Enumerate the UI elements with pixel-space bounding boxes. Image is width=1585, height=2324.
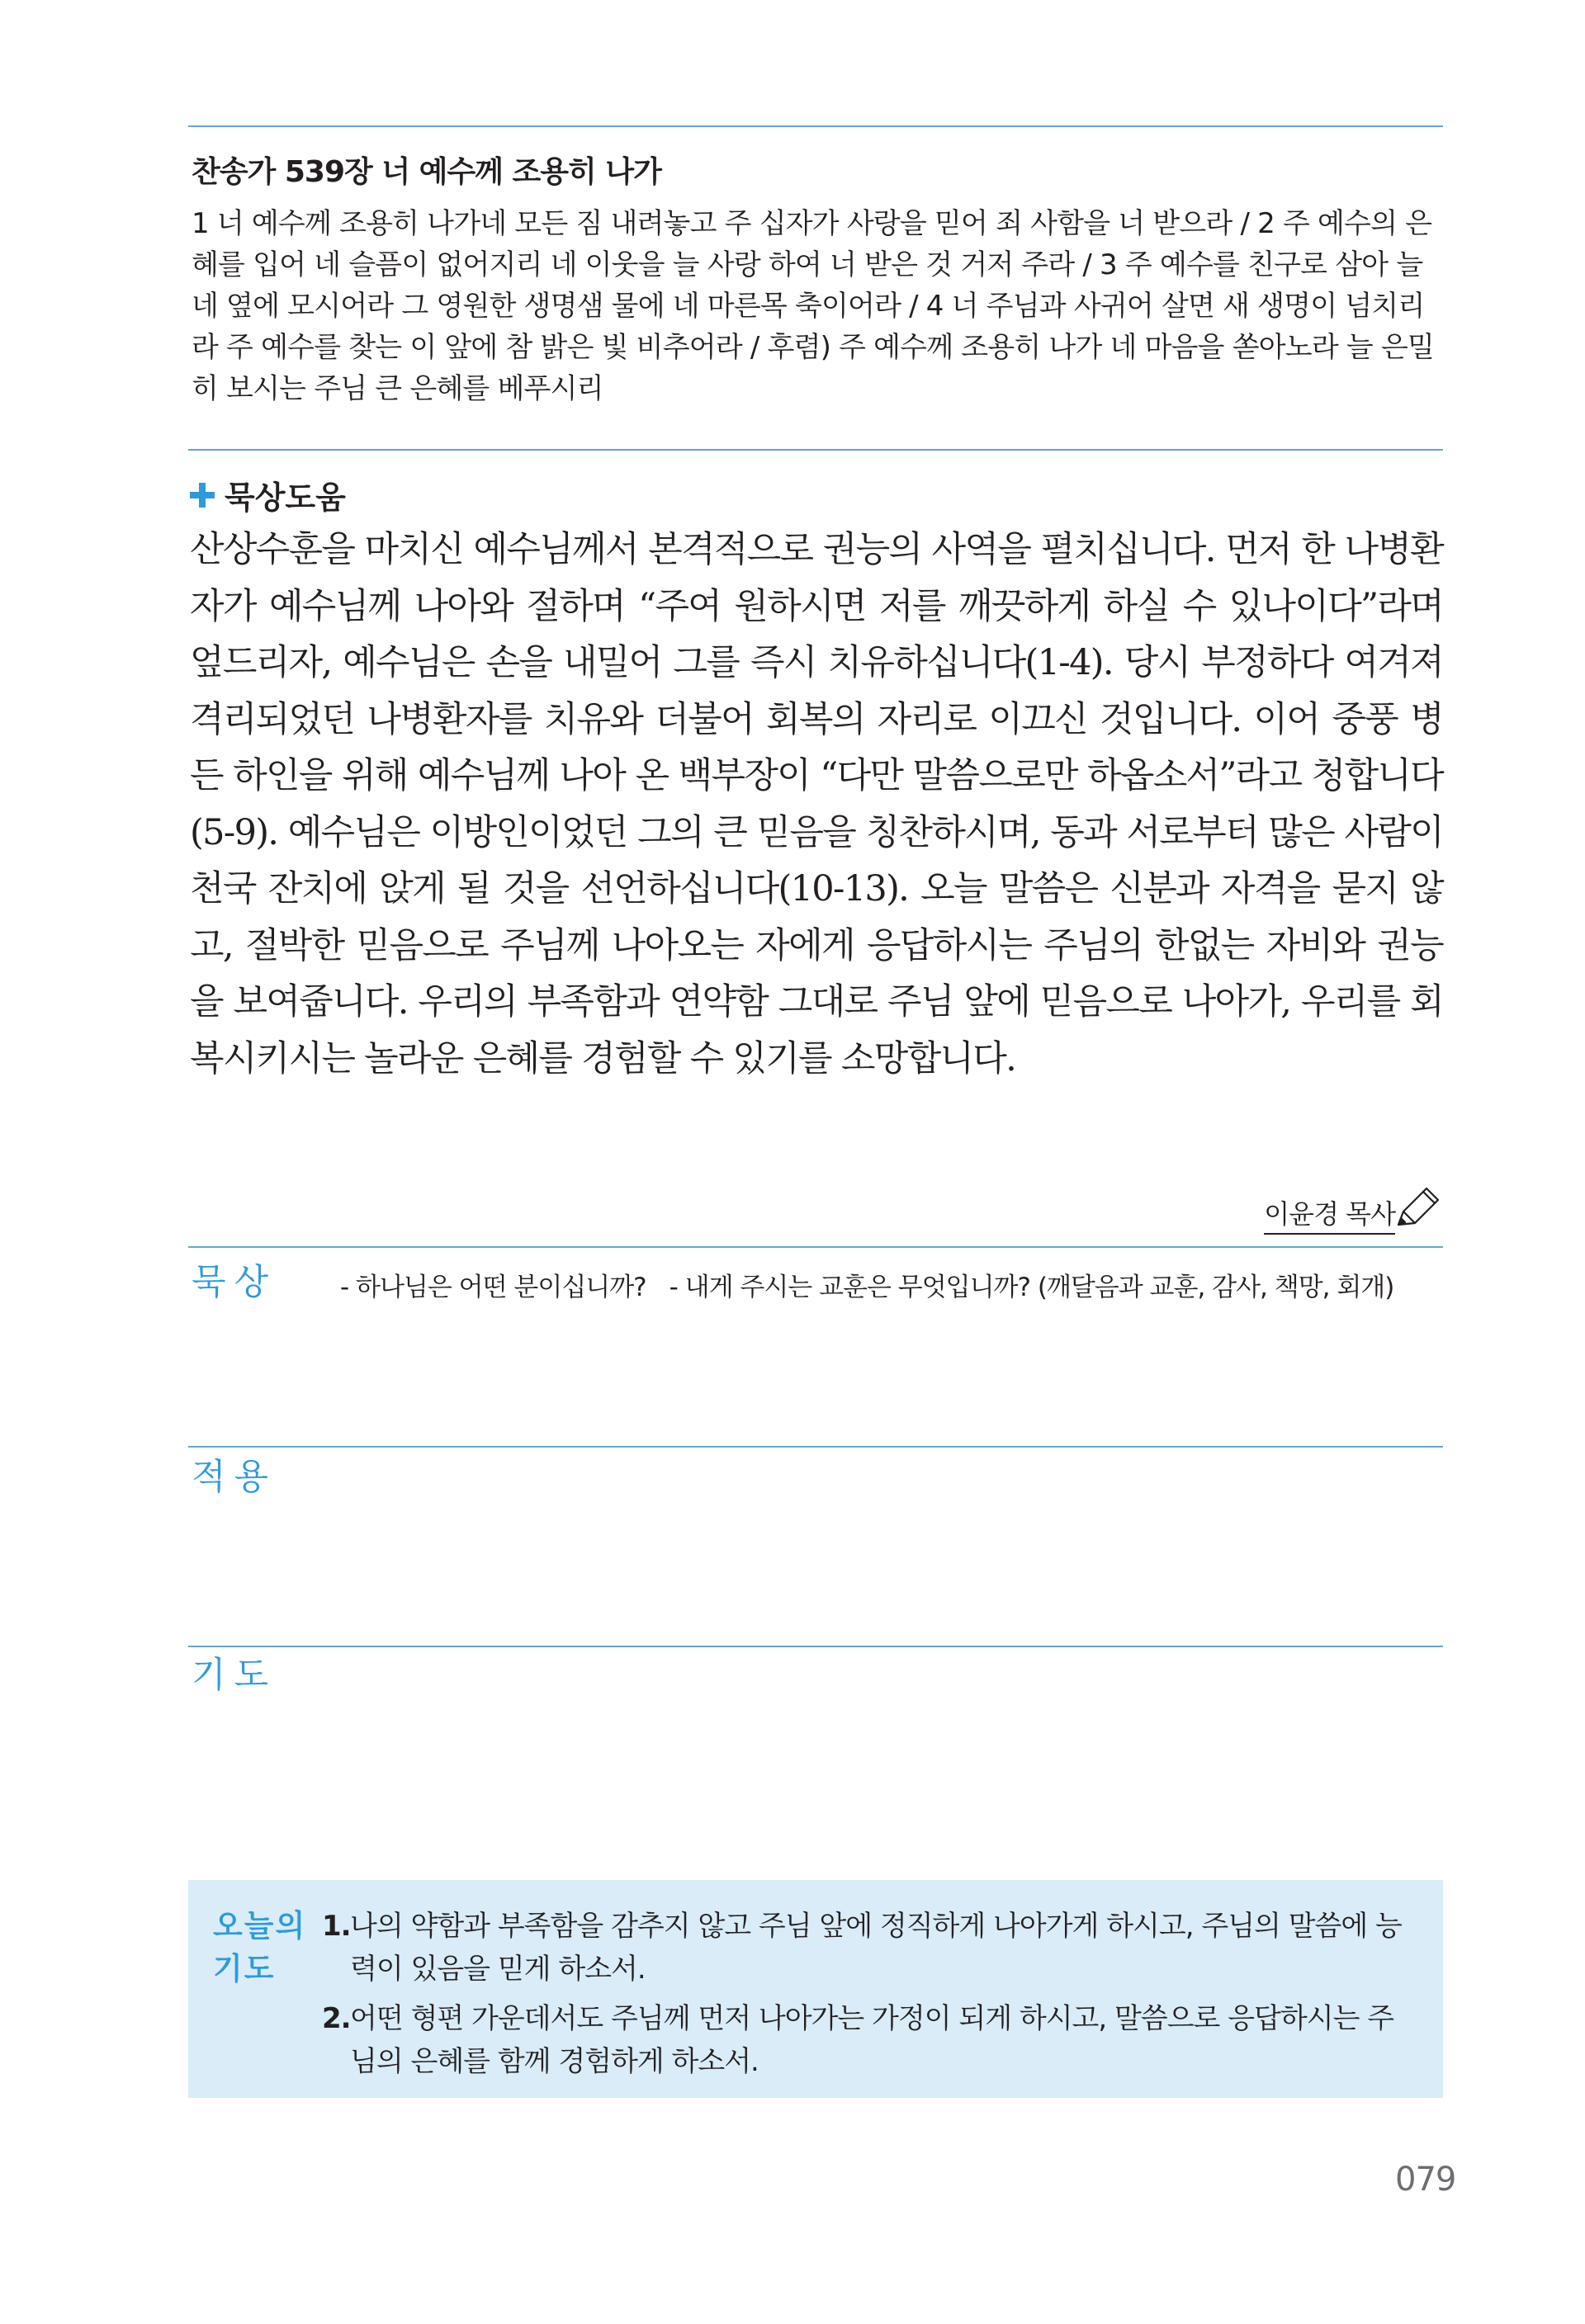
hymn-divider xyxy=(188,449,1443,451)
reflection-label: 묵상 xyxy=(192,1262,277,1303)
reflection-question-2: - 내게 주시는 교훈은 무엇입니까? (깨달음과 교훈, 감사, 책망, 회개) xyxy=(669,1273,1394,1302)
reflection-question-1: - 하나님은 어떤 분이십니까? xyxy=(340,1273,646,1302)
prayer-item-number: 1. xyxy=(322,1910,351,1943)
today-prayer-label-line2: 기도 xyxy=(213,1951,276,1986)
prayer-item-text: 나의 약함과 부족함을 감추지 않고 주님 앞에 정직하게 나아가게 하시고, 주님의 말씀에 능력이 있음을 믿게 하소서. xyxy=(350,1910,1402,1986)
page-number: 079 xyxy=(1395,2161,1456,2199)
author-name: 이윤경 목사 xyxy=(1264,1193,1395,1235)
meditation-divider xyxy=(188,1246,1443,1248)
meditation-heading-label: 묵상도움 xyxy=(225,479,346,516)
prayer-item xyxy=(322,1905,1412,1991)
meditation-heading xyxy=(190,472,346,517)
application-divider xyxy=(188,1646,1443,1647)
prayer-item-number: 2. xyxy=(322,2002,351,2035)
today-prayer-label xyxy=(213,1905,306,1991)
top-divider xyxy=(188,125,1443,127)
reflection-divider xyxy=(188,1446,1443,1448)
meditation-body: 산상수훈을 마치신 예수님께서 본격적으로 권능의 사역을 펼치십니다. 먼저 한 나병환자가 예수님께 나아와 절하며 “주여 원하시면 저를 깨끗하게 하실 수 있나이다”라며 엎드리자, 예수님은 손을 내밀어 그를 즉시 치유하십니다(1-4). 당시 부정하다 여겨져 격리되었던 나병환자를 치유와 더불어 회복의 자리로 이끄신 것입니다. 이어 중풍 병든 하인을 위해 예수님께 나아 온 백부장이 “다만 말씀으로만 하옵소서”라고 청합니다(5-9). 예수님은 이방인이었던 그의 큰 믿음을 칭찬하시며, 동과 서로부터 많은 사람이 천국 잔치에 앉게 될 것을 선언하십니다(10-13). 오늘 말씀은 신분과 자격을 묻지 않고, 절박한 믿음으로 주님께 나아오는 자에게 응답하시는 주님의 한없는 자비와 권능을 보여줍니다. 우리의 부족함과 연약함 그대로 주님 앞에 믿음으로 나아가, 우리를 회복시키시는 놀라운 은혜를 경험할 수 있기를 소망합니다. xyxy=(190,529,1443,1079)
reflection-questions xyxy=(340,1266,1393,1303)
author-line xyxy=(1264,1183,1443,1235)
prayer-item-text: 어떤 형편 가운데서도 주님께 먼저 나아가는 가정이 되게 하시고, 말씀으로 응답하시는 주님의 은혜를 함께 경험하게 하소서. xyxy=(350,2002,1394,2078)
prayer-label: 기도 xyxy=(192,1655,277,1696)
pencil-icon xyxy=(1390,1183,1443,1235)
today-prayer-label-line1: 오늘의 xyxy=(213,1908,307,1944)
plus-icon xyxy=(190,483,215,508)
today-prayer-box xyxy=(188,1880,1443,2098)
hymn-lyrics: 1 너 예수께 조용히 나가네 모든 짐 내려놓고 주 십자가 사랑을 믿어 죄 사함을 너 받으라 / 2 주 예수의 은혜를 입어 네 슬픔이 없어지리 네 이웃을 늘 사랑 하여 너 받은 것 거저 주라 / 3 주 예수를 친구로 삼아 늘 네 옆에 모시어라 그 영원한 생명샘 물에 네 마른목 축이어라 / 4 너 주님과 사귀어 살면 새 생명이 넘치리라 주 예수를 찾는 이 앞에 참 밝은 빛 비추어라 / 후렴) 주 예수께 조용히 나가 네 마음을 쏟아노라 늘 은밀히 보시는 주님 큰 은혜를 베푸시리 xyxy=(192,207,1435,405)
prayer-item xyxy=(322,1997,1412,2083)
application-label: 적용 xyxy=(192,1457,277,1498)
hymn-title: 찬송가 539장 너 예수께 조용히 나가 xyxy=(192,155,661,189)
